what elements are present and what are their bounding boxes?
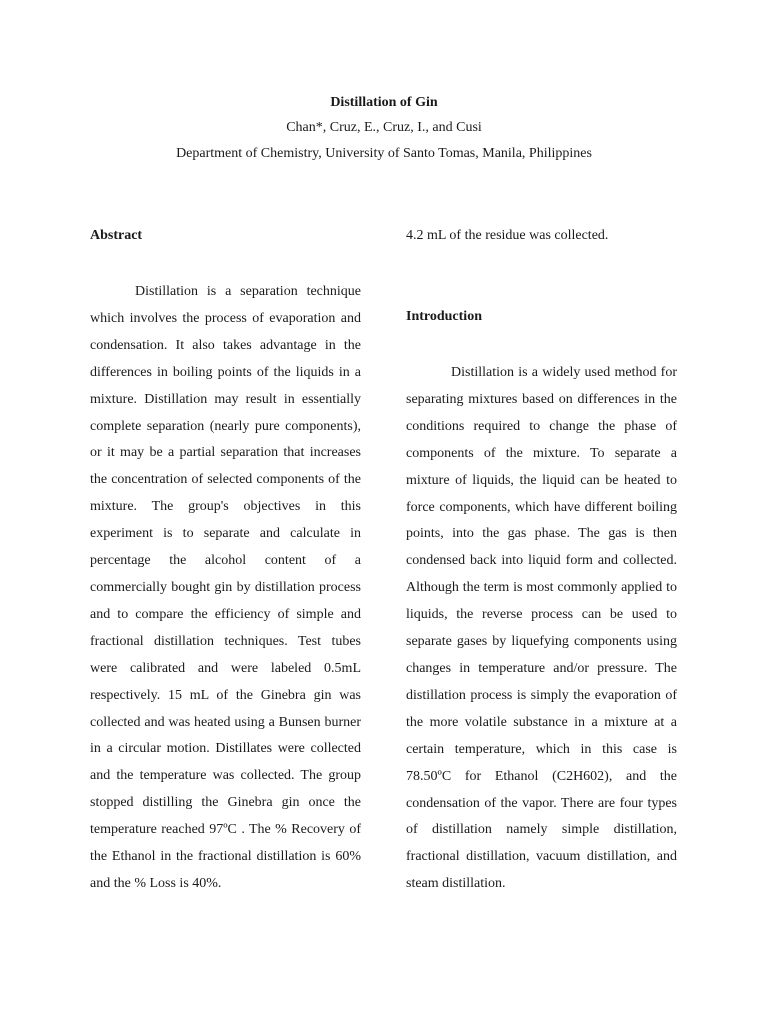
- abstract-continuation: 4.2 mL of the residue was collected.: [406, 228, 609, 243]
- introduction-paragraph: Distillation is a widely used method for separating mixtures based on differences in the conditions required to change the phase of components of the mixture. To separate a mixture of liquids, the liquid can be heated to force components, which have different boiling points, into the gas phase. The gas is then condensed back into liquid form and collected. Although the term is most commonly applied to liquids, the reverse process can be used to separate gases by liquefying components using changes in temperature and/or pressure. The distillation process is simply the evaporation of the more volatile substance in a mixture at a certain temperature, which in this case is 78.50ºC for Ethanol (C2H602), and the condensation of the vapor. There are four types of distillation namely simple distillation, fractional distillation, vacuum distillation, and steam distillation.: [406, 365, 677, 892]
- right-column: [406, 226, 677, 898]
- introduction-heading: Introduction: [406, 309, 482, 324]
- abstract-paragraph: Distillation is a separation technique which involves the process of evaporation and condensation. It also takes advantage in the differences in boiling points of the liquids in a mixture. Distillation may result in essentially complete separation (nearly pure components), or it may be a partial separation that increases the concentration of selected components of the mixture. The group's objectives in this experiment is to separate and calculate in percentage the alcohol content of a commercially bought gin by distillation process and to compare the efficiency of simple and fractional distillation techniques. Test tubes were calibrated and were labeled 0.5mL respectively. 15 mL of the Ginebra gin was collected and was heated using a Bunsen burner in a circular motion. Distillates were collected and the temperature was collected. The group stopped distilling the Ginebra gin once the temperature reached 97ºC . The % Recovery of the Ethanol in the fractional distillation is 60% and the % Loss is 40%.: [90, 284, 361, 891]
- paper-authors: Chan*, Cruz, E., Cruz, I., and Cusi: [286, 120, 482, 135]
- left-column: [90, 226, 361, 898]
- paper-header: [0, 92, 768, 167]
- abstract-heading: Abstract: [90, 228, 143, 243]
- paper-affiliation: Department of Chemistry, University of Santo Tomas, Manila, Philippines: [176, 146, 592, 161]
- paper-title: Distillation of Gin: [330, 95, 438, 110]
